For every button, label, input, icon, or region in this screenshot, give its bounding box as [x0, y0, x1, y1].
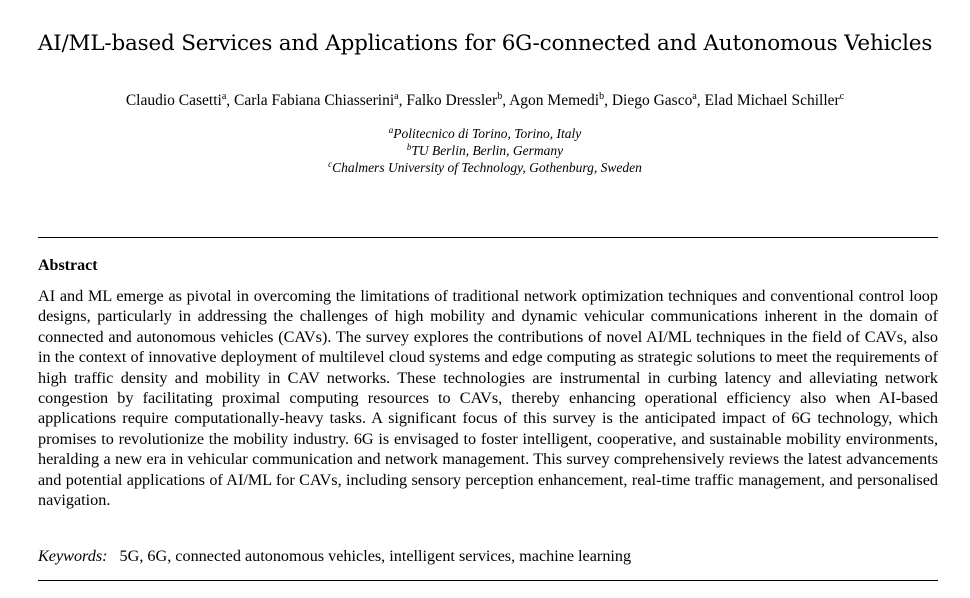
divider-bottom — [38, 580, 938, 581]
author: Elad Michael Schiller$^c$ — [704, 91, 845, 109]
affiliation: $^c$Chalmers University of Technology, Gothenburg, Sweden — [328, 159, 642, 175]
affiliation: $^b$TU Berlin, Berlin, Germany — [406, 142, 564, 158]
divider-top — [38, 237, 938, 238]
affiliation: $^a$Politecnico di Torino, Torino, Italy — [388, 125, 582, 141]
keywords-label: Keywords: — [38, 547, 108, 565]
author: Falko Dressler$^b$ — [406, 91, 503, 109]
author: Diego Gasco$^a$ — [611, 91, 697, 109]
paper-title: AI/ML-based Services and Applications for 6G-connected and Autonomous Vehicles — [37, 31, 933, 56]
abstract-body: AI and ML emerge as pivotal in overcoming the limitations of traditional network optimization techniques and conventional control loop designs, particularly in addressing the challenges of high mobility and dynamic vehicular communications inherent in the domain of connected and autonomous vehicles (CAVs). The survey explores the contributions of novel AI/ML techniques in the field of CAVs, also in the context of innovative deployment of multilevel cloud systems and edge computing as strategic solutions to meet the requirements of high traffic density and mobility in CAV networks. These technologies are instrumental in curbing latency and alleviating network congestion by facilitating proximal computing resources to CAVs, thereby enhancing operational efficiency also when AI-based applications require computationally-heavy tasks. A significant focus of this survey is the anticipated impact of 6G technology, which promises to revolutionize the mobility industry. 6G is envisaged to foster intelligent, cooperative, and sustainable mobility environments, heralding a new era in vehicular communication and network management. This survey comprehensively reviews the latest advancements and potential applications of AI/ML for CAVs, including sensory perception enhancement, real-time traffic management, and personalised navigation. — [38, 287, 938, 510]
keywords-text: 5G, 6G, connected autonomous vehicles, intelligent services, machine learning — [119, 547, 632, 565]
affiliation-list — [0, 125, 970, 176]
keywords-line — [38, 545, 938, 567]
abstract-heading: Abstract — [38, 257, 98, 274]
author-list: Claudio Casetti$^a$, Carla Fabiana Chiasserini$^a$, Falko Dressler$^b$, Agon Memedi$^b$, Diego Gasco$^a$, Elad Michael Schiller$^c$ — [125, 91, 845, 109]
author: Claudio Casetti$^a$ — [125, 91, 227, 109]
author: Agon Memedi$^b$ — [509, 91, 605, 109]
author: Carla Fabiana Chiasserini$^a$ — [234, 91, 399, 109]
